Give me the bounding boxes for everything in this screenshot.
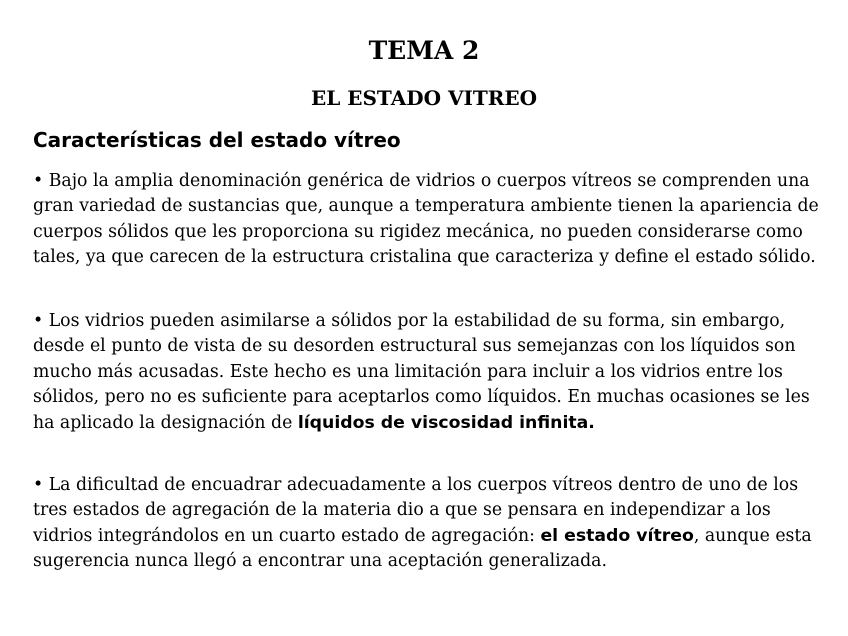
paragraph-3-text-after: , aunque esta sugerencia nunca llegó a encontrar una aceptación generalizada. — [33, 525, 812, 572]
paragraph-3-text: La dificultad de encuadrar adecuadamente a los cuerpos vítreos dentro de uno de los tres estados de agregación de la materia dio a que se pensara en independizar a los vidrios integrándolos en un cuarto estado de agregación: — [33, 475, 799, 546]
paragraph-1 — [33, 169, 823, 271]
paragraph-2-emphasis: líquidos de viscosidad infinita. — [297, 412, 595, 433]
paragraph-2 — [33, 309, 823, 436]
paragraph-2-text: Los vidrios pueden asimilarse a sólidos por la estabilidad de su forma, sin embargo, desde el punto de vista de su desorden estructural sus semejanzas con los líquidos son mucho más acusadas. Este hecho es una limitación para incluir a los vidrios entre los sólidos, pero no es suficiente para aceptarlos como líquidos. En muchas ocasiones se les ha aplicado la designación de — [33, 311, 810, 433]
bullet-1: • — [33, 171, 44, 191]
paragraph-1-text: Bajo la amplia denominación genérica de vidrios o cuerpos vítreos se comprenden una gran variedad de sustancias que, aunque a temperatura ambiente tienen la apariencia de cuerpos sólidos que les proporciona su rigidez mecánica, no pueden considerarse como tales, ya que carecen de la estructura cristalina que caracteriza y define el estado sólido. — [33, 171, 819, 268]
bullet-3: • — [33, 475, 44, 495]
paragraph-3 — [33, 473, 823, 575]
page-subtitle: EL ESTADO VITREO — [310, 86, 538, 110]
paragraph-3-emphasis: el estado vítreo — [540, 525, 694, 546]
page-title: TEMA 2 — [368, 36, 480, 65]
bullet-2: • — [33, 311, 44, 331]
section-heading: Características del estado vítreo — [33, 128, 401, 152]
